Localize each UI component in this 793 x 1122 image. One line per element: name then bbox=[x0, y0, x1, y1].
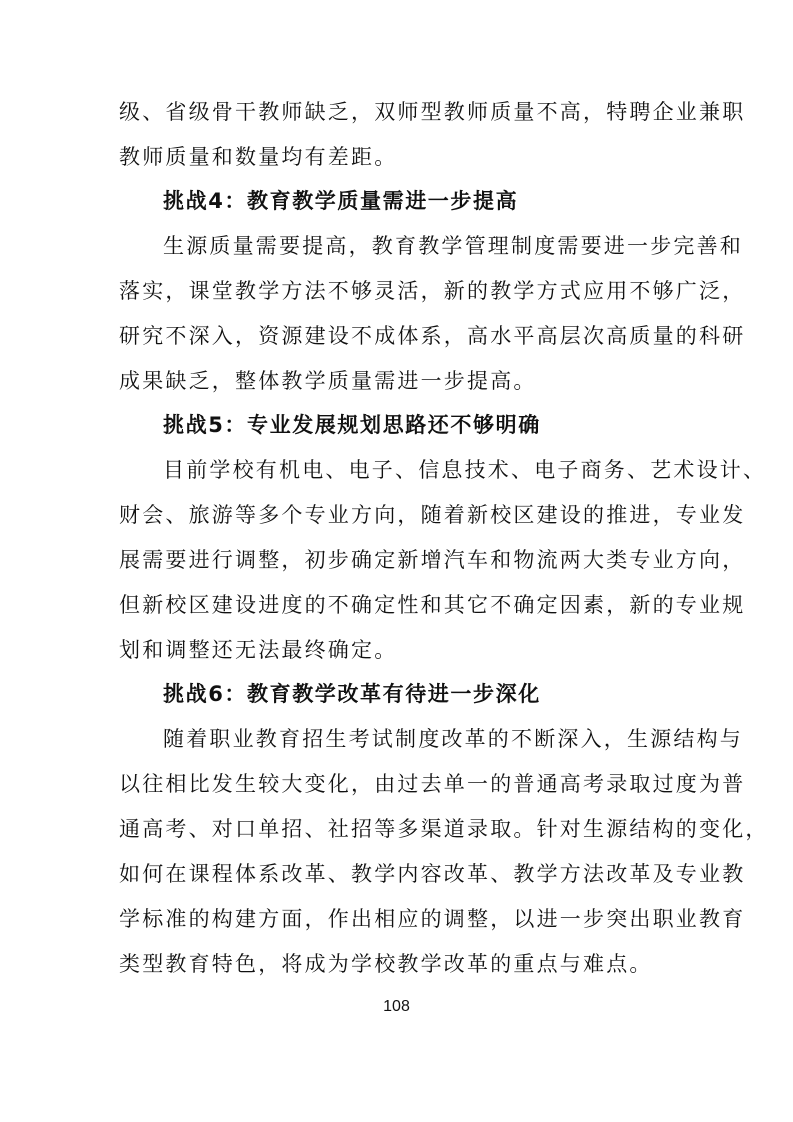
paragraph-line: 通高考、对口单招、社招等多渠道录取。针对生源结构的变化， bbox=[119, 817, 769, 841]
paragraph-line: 随着职业教育招生考试制度改革的不断深入，生源结构与 bbox=[163, 727, 743, 751]
paragraph-line: 但新校区建设进度的不确定性和其它不确定因素，新的专业规 bbox=[119, 593, 746, 617]
section-heading-challenge-5: 挑战5：专业发展规划思路还不够明确 bbox=[163, 413, 541, 437]
paragraph-line: 类型教育特色，将成为学校教学改革的重点与难点。 bbox=[119, 952, 653, 976]
paragraph-line: 学标准的构建方面，作出相应的调整，以进一步突出职业教育 bbox=[119, 907, 746, 931]
paragraph-line: 落实，课堂教学方法不够灵活，新的教学方式应用不够广泛， bbox=[119, 279, 746, 303]
paragraph-line: 目前学校有机电、电子、信息技术、电子商务、艺术设计、 bbox=[163, 458, 767, 482]
page-number: 108 bbox=[383, 998, 410, 1015]
section-heading-challenge-4: 挑战4：教育教学质量需进一步提高 bbox=[163, 189, 519, 213]
paragraph-line: 生源质量需要提高，教育教学管理制度需要进一步完善和 bbox=[163, 234, 743, 258]
intro-line: 教师质量和数量均有差距。 bbox=[119, 145, 398, 169]
paragraph-line: 以往相比发生较大变化，由过去单一的普通高考录取过度为普 bbox=[119, 772, 746, 796]
paragraph-line: 研究不深入，资源建设不成体系，高水平高层次高质量的科研 bbox=[119, 324, 746, 348]
paragraph-line: 划和调整还无法最终确定。 bbox=[119, 638, 398, 662]
paragraph-line: 财会、旅游等多个专业方向，随着新校区建设的推进，专业发 bbox=[119, 503, 746, 527]
intro-line: 级、省级骨干教师缺乏，双师型教师质量不高，特聘企业兼职 bbox=[119, 100, 746, 124]
paragraph-line: 成果缺乏，整体教学质量需进一步提高。 bbox=[119, 369, 537, 393]
section-heading-challenge-6: 挑战6：教育教学改革有待进一步深化 bbox=[163, 682, 541, 706]
paragraph-line: 展需要进行调整，初步确定新增汽车和物流两大类专业方向， bbox=[119, 548, 746, 572]
paragraph-line: 如何在课程体系改革、教学内容改革、教学方法改革及专业教 bbox=[119, 862, 746, 886]
